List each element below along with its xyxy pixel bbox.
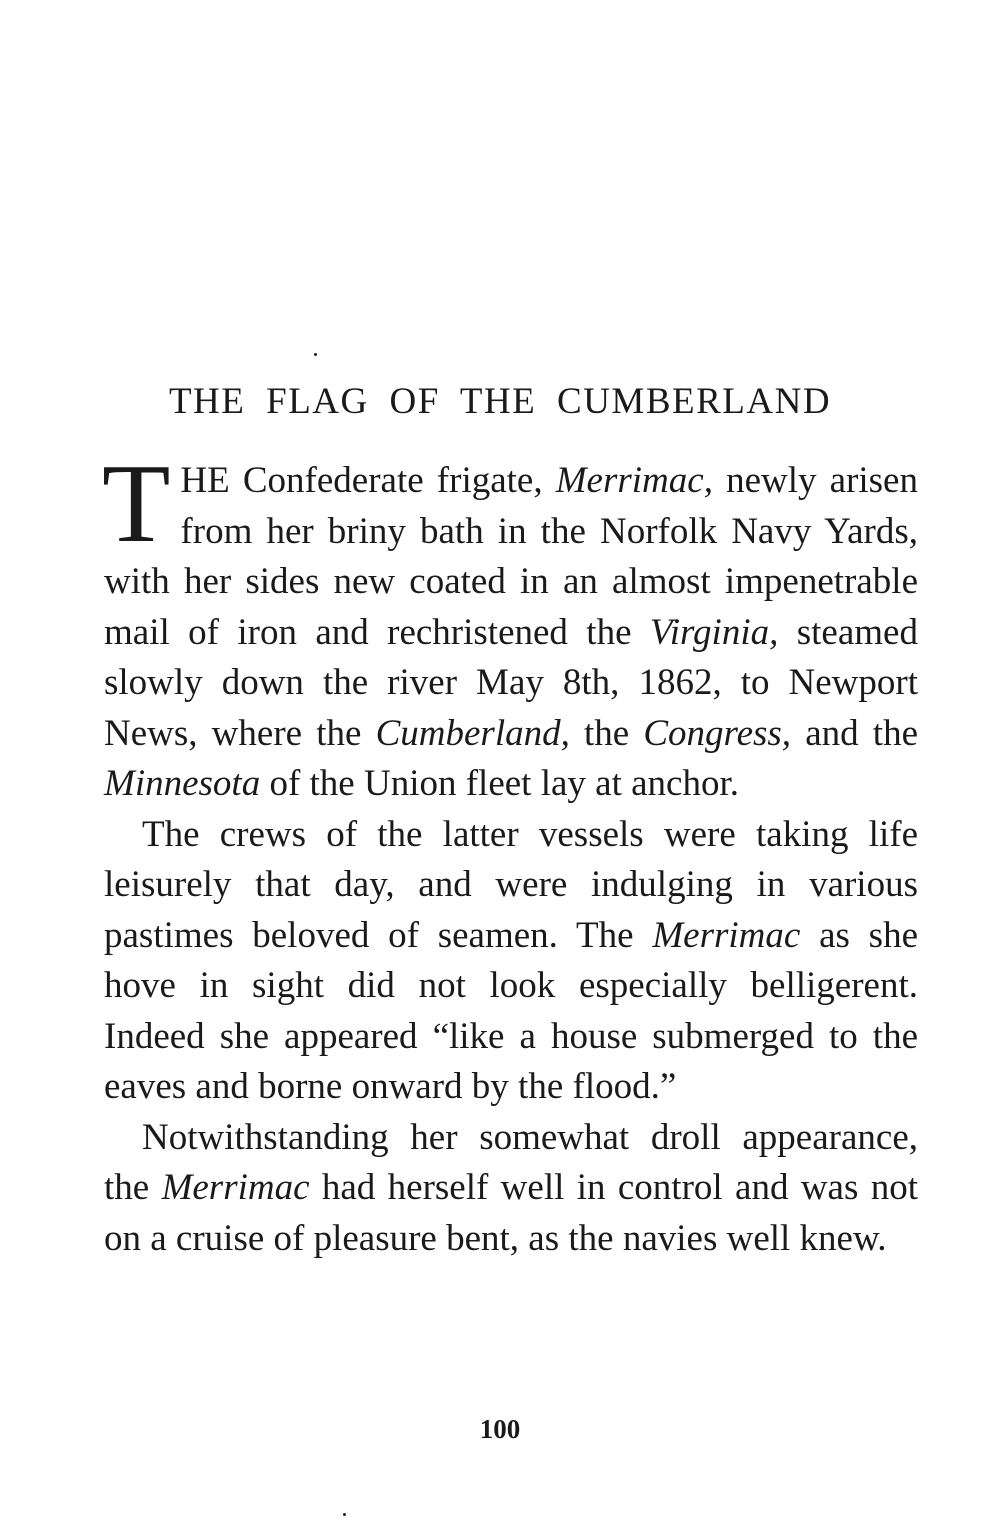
text-segment: Notwithstanding her somewhat droll appearance, the	[104, 1116, 918, 1208]
text-segment: Confederate frigate,	[229, 460, 556, 501]
lead-in-text: HE	[180, 460, 230, 501]
italic-text-segment: Merrimac	[652, 914, 801, 956]
text-segment: the	[569, 712, 644, 754]
italic-text-segment: Minnesota	[104, 763, 261, 804]
italic-text-segment: Congress,	[643, 712, 792, 754]
print-speck-top	[314, 353, 317, 356]
italic-text-segment: Merrimac,	[555, 460, 713, 501]
paragraph-3	[104, 1113, 918, 1265]
paragraph-1	[102, 442, 919, 810]
text-segment: newly arisen from her briny bath in the Norfolk Navy Yards, with her sides new coated in an almost impenetrable mail of iron and rechristened the	[104, 460, 918, 653]
text-segment: steamed slowly down the river May 8th, 1862, to Newport News, where the	[104, 611, 918, 754]
text-segment: as she hove in sight did not look especially belligerent. Indeed she appeared “like a house submerged to the eaves and borne onward by the flood.”	[104, 914, 918, 1107]
drop-cap: T	[102, 442, 171, 566]
italic-text-segment: Virginia,	[649, 611, 779, 653]
italic-text-segment: Cumberland,	[375, 712, 570, 754]
paragraph-1-segments	[102, 442, 919, 804]
text-segment: had herself well in control and was not on a cruise of pleasure bent, as the navies well knew.	[104, 1167, 918, 1259]
text-segment: The crews of the latter vessels were taking life leisurely that day, and were indulging in various pastimes beloved of seamen. The	[104, 813, 918, 956]
page-number: 100	[479, 1414, 521, 1444]
body-text	[102, 442, 919, 1264]
paragraph-3-segments	[104, 1117, 918, 1259]
text-segment: and the	[791, 712, 919, 754]
text-segment: of the Union fleet lay at anchor.	[260, 763, 739, 804]
chapter-title: THE FLAG OF THE CUMBERLAND	[168, 381, 832, 422]
print-speck-bottom	[343, 1513, 346, 1516]
paragraph-2-segments	[104, 814, 918, 1108]
paragraph-2	[104, 810, 918, 1113]
italic-text-segment: Merrimac	[161, 1167, 310, 1208]
